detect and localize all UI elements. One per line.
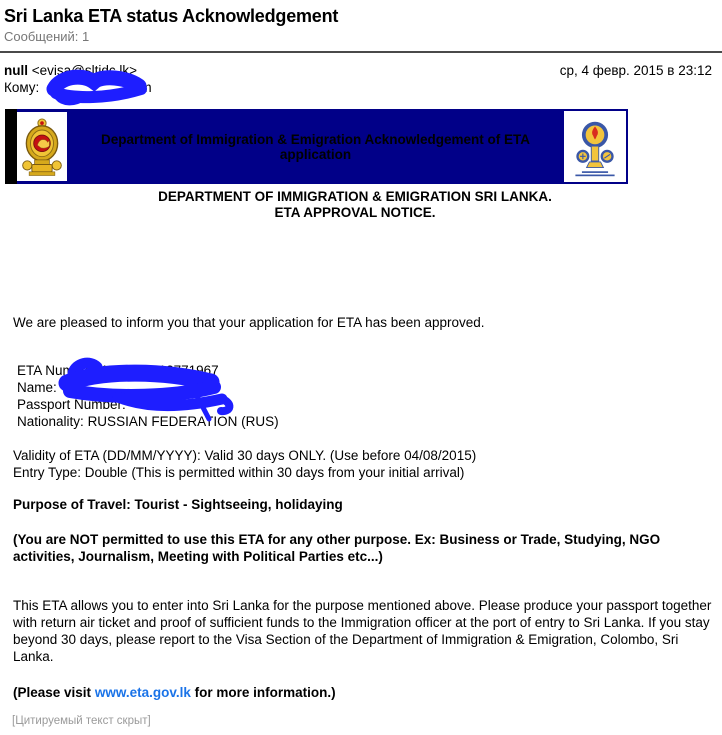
name-label: Name: xyxy=(17,380,57,395)
to-label: Кому: xyxy=(4,80,40,95)
notice-line-1: DEPARTMENT OF IMMIGRATION & EMIGRATION SRI LANKA. xyxy=(158,189,552,204)
quoted-text-toggle[interactable]: [Цитируемый текст скрыт] xyxy=(12,715,151,727)
eta-number-line xyxy=(17,362,722,379)
recipient-visible-suffix: m xyxy=(140,80,152,95)
passport-label: Passport Number: xyxy=(17,397,126,412)
banner-heading: Department of Immigration & Emigration Acknowledgement of ETA application xyxy=(100,131,531,162)
thread-subject: Sri Lanka ETA status Acknowledgement xyxy=(4,6,339,26)
name-line xyxy=(17,379,722,396)
more-info-prefix: (Please visit xyxy=(13,685,95,700)
sender-name: null xyxy=(4,63,28,78)
more-info-suffix: for more information.) xyxy=(190,685,336,700)
entry-type-line: Entry Type: Double (This is permitted within 30 days from your initial arrival) xyxy=(13,465,465,480)
recipient-row xyxy=(0,79,722,96)
info-paragraph: This ETA allows you to enter into Sri Lanka for the purpose mentioned above. Please produce your passport together with return air ticket and proof of sufficient funds to the Immigration officer at the port of entry to Sri Lanka. If you stay beyond 30 days, please report to the Visa Section of the Department of Immigration & Emigration, Colombo, Sri Lanka. xyxy=(13,598,712,664)
immigration-department-emblem-icon xyxy=(567,114,623,180)
nationality-value: RUSSIAN FEDERATION (RUS) xyxy=(87,414,279,429)
nationality-line xyxy=(17,413,722,430)
eta-number-value: 150205VI12771967 xyxy=(100,363,219,378)
passport-line xyxy=(17,396,722,413)
validity-line: Validity of ETA (DD/MM/YYYY): Valid 30 days ONLY. (Use before 04/08/2015) xyxy=(13,448,477,463)
sri-lanka-national-emblem-icon xyxy=(19,115,65,179)
eta-website-link[interactable]: www.eta.gov.lk xyxy=(94,685,191,700)
notice-line-2: ETA APPROVAL NOTICE. xyxy=(274,204,436,220)
purpose-line: Purpose of Travel: Tourist - Sightseeing, holidaying xyxy=(13,497,343,512)
email-body xyxy=(0,109,722,730)
messages-count: Сообщений: 1 xyxy=(4,29,90,44)
eta-banner xyxy=(5,109,628,184)
restriction-paragraph: (You are NOT permitted to use this ETA for any other purpose. Ex: Business or Trade, Studying, NGO activities, Journalism, Meeting with Political Parties etc...) xyxy=(13,532,661,564)
eta-number-label: ETA Number: xyxy=(17,363,98,378)
banner-right-emblem-box xyxy=(564,111,626,182)
validity-block xyxy=(13,447,722,481)
thread-header xyxy=(0,0,722,44)
sender-email: <evisa@sltidc.lk> xyxy=(31,63,138,78)
sender xyxy=(4,62,137,79)
message-date: ср, 4 февр. 2015 в 23:12 xyxy=(559,63,712,78)
nationality-label: Nationality: xyxy=(17,414,84,429)
eta-details-block xyxy=(17,362,722,430)
sender-row xyxy=(0,53,722,79)
intro-paragraph: We are pleased to inform you that your application for ETA has been approved. xyxy=(13,315,485,330)
more-info-line xyxy=(13,684,722,701)
banner-left-emblem-box xyxy=(17,112,67,181)
banner-left-strip xyxy=(5,109,17,184)
